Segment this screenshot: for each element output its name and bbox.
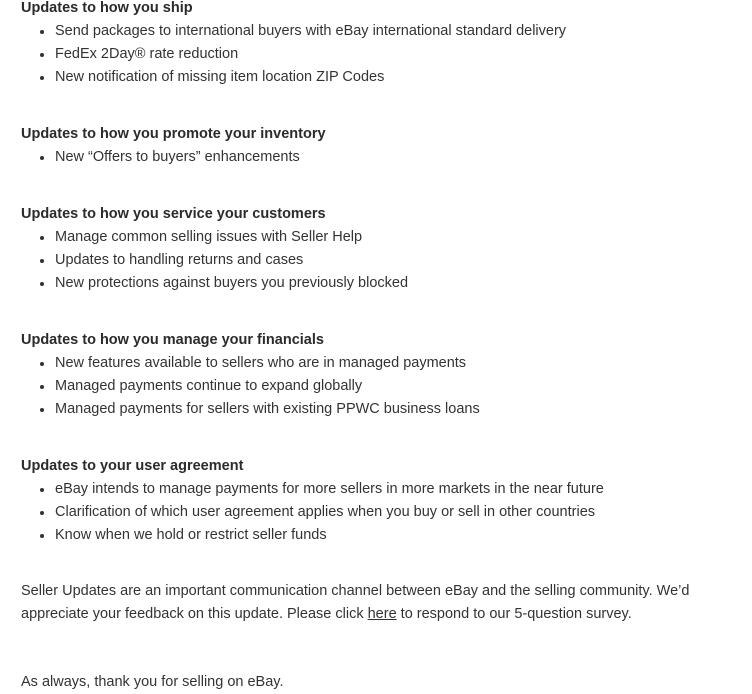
list-item: New features available to sellers who are in managed payments xyxy=(21,352,741,375)
list-item: Send packages to international buyers with eBay international standard delivery xyxy=(21,20,741,43)
bullet-list xyxy=(21,478,741,547)
list-item: New “Offers to buyers” enhancements xyxy=(21,146,741,169)
section-service xyxy=(21,203,741,295)
list-item: Know when we hold or restrict seller funds xyxy=(21,524,741,547)
list-item: FedEx 2Day® rate reduction xyxy=(21,43,741,66)
list-item: New protections against buyers you previously blocked xyxy=(21,272,741,295)
seller-update-content xyxy=(21,0,741,694)
section-heading: Updates to your user agreement xyxy=(21,458,244,474)
list-item: eBay intends to manage payments for more sellers in more markets in the near future xyxy=(21,478,741,501)
survey-paragraph xyxy=(21,580,741,626)
survey-text-before-link: appreciate your feedback on this update. Please click xyxy=(21,606,368,622)
list-item: Clarification of which user agreement applies when you buy or sell in other countries xyxy=(21,501,741,524)
survey-text-line1: Seller Updates are an important communication channel between eBay and the selling community. We’d xyxy=(21,583,690,599)
closing-text: As always, thank you for selling on eBay. xyxy=(21,674,284,690)
section-heading: Updates to how you service your customers xyxy=(21,206,326,222)
section-heading: Updates to how you promote your inventory xyxy=(21,126,326,142)
survey-link[interactable]: here xyxy=(367,606,397,622)
list-item: Managed payments continue to expand globally xyxy=(21,375,741,398)
bullet-list xyxy=(21,226,741,295)
list-item: New notification of missing item location ZIP Codes xyxy=(21,66,741,89)
section-user-agreement xyxy=(21,455,741,547)
survey-text-after-link: to respond to our 5-question survey. xyxy=(396,606,632,622)
section-heading: Updates to how you manage your financials xyxy=(21,332,324,348)
list-item: Manage common selling issues with Seller Help xyxy=(21,226,741,249)
section-shipping xyxy=(21,0,741,89)
section-promote xyxy=(21,123,741,169)
bullet-list xyxy=(21,146,741,169)
bullet-list xyxy=(21,352,741,421)
list-item: Updates to handling returns and cases xyxy=(21,249,741,272)
section-financials xyxy=(21,329,741,421)
bullet-list xyxy=(21,20,741,89)
section-heading: Updates to how you ship xyxy=(21,0,193,16)
list-item: Managed payments for sellers with existing PPWC business loans xyxy=(21,398,741,421)
